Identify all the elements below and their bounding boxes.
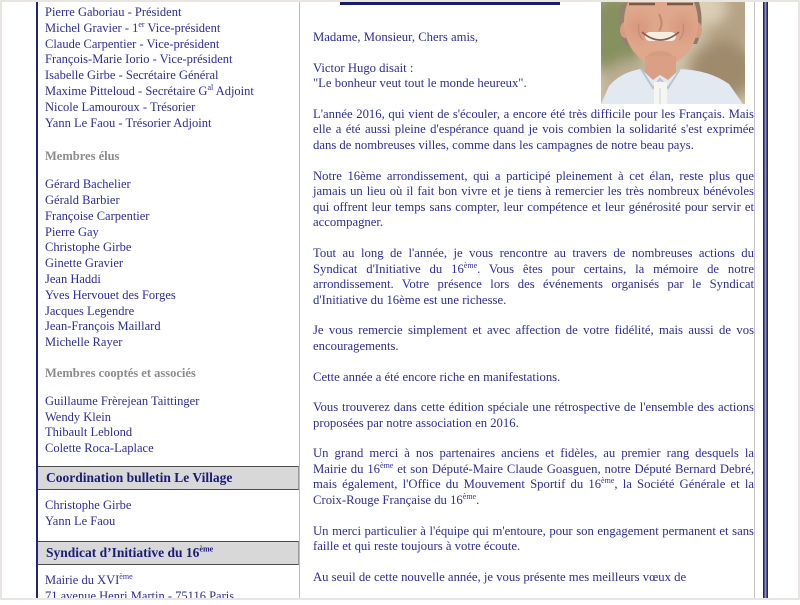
- member-name: Jacques Legendre: [45, 303, 135, 318]
- column-divider: [299, 0, 300, 600]
- member-name: Gérard Bachelier: [45, 177, 131, 192]
- hugo-intro: Victor Hugo disait :: [313, 60, 414, 75]
- syndicat-section-header: Syndicat d’Initiative du 16ème: [38, 541, 299, 565]
- hugo-quote: [313, 61, 754, 92]
- page-left-border: [36, 0, 38, 600]
- officer-item: Nicole Lamouroux - Trésorier: [45, 99, 196, 114]
- member-name: Yves Hervouet des Forges: [45, 287, 176, 302]
- paragraph-equipe: Un merci particulier à l'équipe qui m'entoure, pour son engagement permanent et sans faille et qui reste toujours à votre écoute.: [313, 523, 754, 554]
- officer-item: Yann Le Faou - Trésorier Adjoint: [45, 115, 212, 130]
- coordination-member: Christophe Girbe: [45, 497, 132, 512]
- members-coopted-heading: Membres cooptés et associés: [45, 365, 196, 380]
- officer-item: Maxime Pitteloud - Secrétaire $G^{al}$ Adjoint: [45, 82, 254, 98]
- member-name: Michelle Rayer: [45, 335, 123, 350]
- sidebar: [45, 5, 297, 605]
- paragraph-actions: Tout au long de l'année, je vous rencontre au travers de nombreuses actions du Syndicat d'Initiative du 16ème. Vous êtes pour certains, la mémoire de notre arrondissement. Votre présence lors des événements organisés par le Syndicat d'Initiative du 16ème est une richesse.: [313, 245, 754, 307]
- hugo-citation: "Le bonheur veut tout le monde heureux".: [313, 76, 527, 91]
- paragraph-remerciements: Je vous remercie simplement et avec affection de votre fidélité, mais aussi de vos encouragements.: [313, 323, 754, 353]
- member-name: Jean-François Maillard: [45, 319, 161, 334]
- officer-item: Isabelle Girbe - Secrétaire Général: [45, 68, 219, 83]
- member-name: Gérald Barbier: [45, 192, 120, 207]
- address-line: 71 avenue Henri Martin - 75116 Paris: [45, 588, 235, 603]
- address-line: Mairie du XVIème: [45, 571, 133, 588]
- member-name: Wendy Klein: [45, 409, 111, 424]
- coordination-member: Yann Le Faou: [45, 513, 116, 528]
- paragraph-partenaires: Un grand merci à nos partenaires anciens et fidèles, au premier rang desquels la Mairie du 16ème et son Député-Maire Claude Goasguen, notre Député Bernard Debré, mais également, l'Office du Mouvement Sportif du 16ème, la Société Générale et la Croix-Rouge Française du 16ème.: [313, 446, 754, 508]
- letter-body: [313, 0, 754, 585]
- page-right-border: [763, 0, 768, 600]
- member-name: Colette Roca-Laplace: [45, 441, 154, 456]
- paragraph-voeux: Au seuil de cette nouvelle année, je vous présente mes meilleurs vœux de: [313, 569, 687, 584]
- officer-item: François-Marie Iorio - Vice-président: [45, 52, 233, 67]
- paragraph-retrospective: Vous trouverez dans cette édition spéciale une rétrospective de l'ensemble des actions proposées par notre association en 2016.: [313, 400, 754, 430]
- member-name: Françoise Carpentier: [45, 208, 150, 223]
- member-name: Jean Haddi: [45, 271, 101, 286]
- main-right-rule: [754, 0, 755, 600]
- members-elected-heading: Membres élus: [45, 149, 120, 164]
- member-name: Guillaume Frèrejean Taittinger: [45, 393, 200, 408]
- paragraph-manifestations: Cette année a été encore riche en manifestations.: [313, 369, 561, 384]
- paragraph-arrondissement: Notre 16ème arrondissement, qui a participé pleinement à cet élan, reste plus que jamais un lieu où il fait bon vivre et je tiens à remercier les très nombreux bénévoles qui offrent leur temps sans compter, leur compétence et leur générosité pour servir et accompagner.: [313, 168, 754, 230]
- member-name: Thibault Leblond: [45, 425, 133, 440]
- member-name: Christophe Girbe: [45, 240, 132, 255]
- officer-item: Michel Gravier - 1er Vice-président: [45, 19, 221, 35]
- member-name: Ginette Gravier: [45, 256, 124, 271]
- officer-item: Pierre Gaboriau - Président: [45, 5, 182, 19]
- officer-item: Claude Carpentier - Vice-président: [45, 36, 220, 51]
- coordination-section-header: Coordination bulletin Le Village: [38, 466, 299, 490]
- salutation: Madame, Monsieur, Chers amis,: [313, 30, 479, 44]
- paragraph-annee: L'année 2016, qui vient de s'écouler, a encore été très difficile pour les Français. Mais elle a été aussi pleine d'espérance quand je vois combien la solidarité s'est exprimée dans de nombreuses villes, comme dans les campagnes de notre beau pays.: [313, 106, 754, 152]
- member-name: Pierre Gay: [45, 224, 99, 239]
